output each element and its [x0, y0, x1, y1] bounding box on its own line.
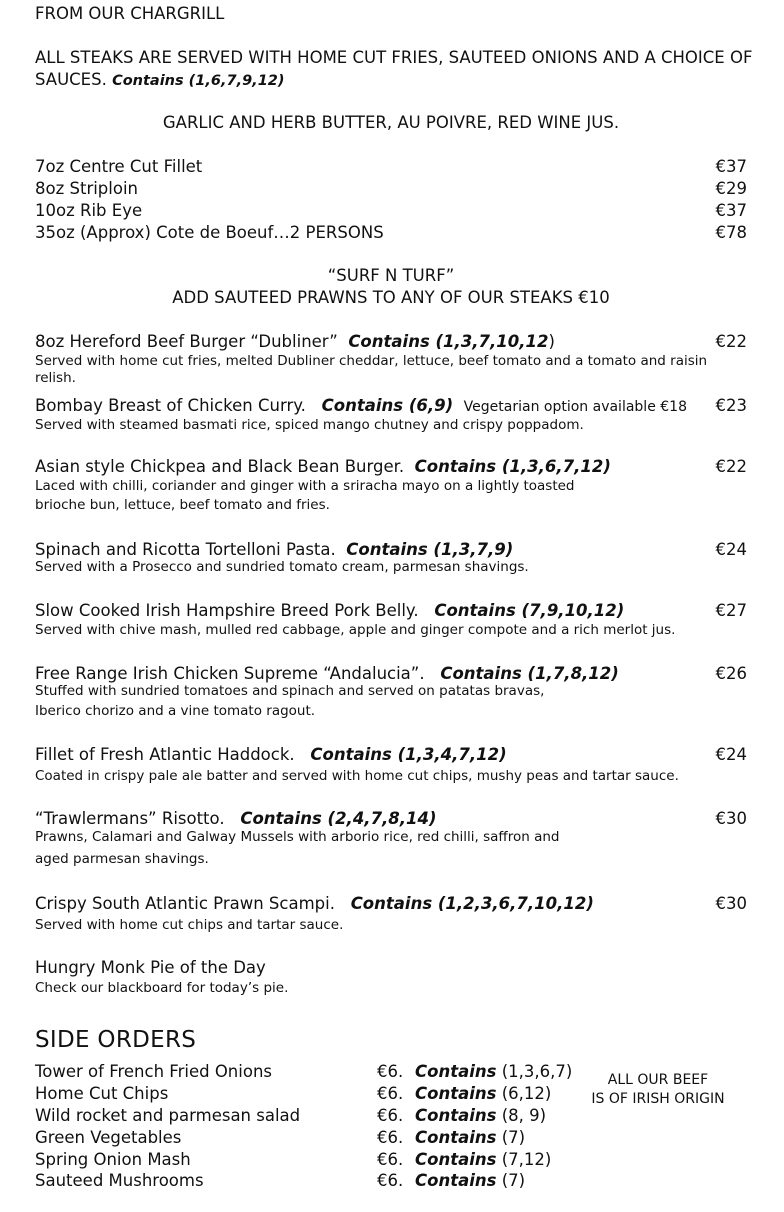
- beef-origin-line2: IS OF IRISH ORIGIN: [591, 1091, 725, 1107]
- allergen-codes: (8, 9): [501, 1106, 547, 1125]
- allergen-close: ): [548, 332, 555, 351]
- side-orders-heading: SIDE ORDERS: [35, 1027, 197, 1053]
- menu-item-name-line: [35, 332, 555, 352]
- side-item-name: Spring Onion Mash: [35, 1150, 191, 1169]
- chargrill-heading: FROM OUR CHARGRILL: [35, 4, 225, 23]
- menu-item-title: [35, 457, 747, 477]
- menu-item-title: [35, 894, 747, 914]
- menu-item-desc: Check our blackboard for today’s pie.: [35, 980, 289, 996]
- surf-turf-title: “SURF N TURF”: [327, 266, 455, 285]
- side-item: [35, 1084, 575, 1104]
- menu-item-name: Spinach and Ricotta Tortelloni Pasta.: [35, 540, 336, 559]
- menu-item-desc: Iberico chorizo and a vine tomato ragout.: [35, 703, 316, 719]
- menu-item-title: [35, 540, 747, 560]
- side-item-allergens: [415, 1150, 551, 1170]
- allergen-contains: Contains (1,3,7,9): [346, 540, 514, 559]
- menu-item-title: [35, 664, 747, 684]
- menu-item-name: Bombay Breast of Chicken Curry.: [35, 396, 306, 415]
- side-item-name: Sauteed Mushrooms: [35, 1171, 204, 1190]
- menu-item-name-line: [35, 894, 594, 914]
- menu-item-name: Asian style Chickpea and Black Bean Burger.: [35, 457, 405, 476]
- side-item-name: Home Cut Chips: [35, 1084, 169, 1103]
- allergen-contains: Contains (7,9,10,12): [434, 601, 625, 620]
- menu-item-name-line: [35, 809, 437, 829]
- menu-item-desc: Served with steamed basmati rice, spiced mango chutney and crispy poppadom.: [35, 417, 584, 433]
- allergen-codes: (7,12): [501, 1150, 552, 1169]
- side-item-price: €6.: [377, 1128, 404, 1147]
- allergen-label: Contains: [415, 1150, 497, 1169]
- side-item-price: €6.: [377, 1062, 404, 1081]
- steak-row: [35, 201, 747, 221]
- steak-name: 35oz (Approx) Cote de Boeuf…2 PERSONS: [35, 223, 384, 242]
- menu-item-title: [35, 958, 747, 978]
- menu-item-price: €24: [715, 540, 747, 559]
- chargrill-intro-sauces-word: SAUCES.: [35, 70, 107, 89]
- menu-item-price: €27: [715, 601, 747, 620]
- side-item-allergens: [415, 1171, 525, 1191]
- chargrill-contains: Contains (1,6,7,9,12): [112, 73, 285, 89]
- side-item-price: €6.: [377, 1150, 404, 1169]
- chargrill-intro-line2: [35, 70, 285, 91]
- menu-item-price: €22: [715, 332, 747, 351]
- allergen-contains: Contains (1,2,3,6,7,10,12): [350, 894, 594, 913]
- menu-item-name-line: [35, 457, 611, 477]
- surf-turf-text: ADD SAUTEED PRAWNS TO ANY OF OUR STEAKS €10: [172, 288, 610, 307]
- side-item-price: €6.: [377, 1106, 404, 1125]
- beef-origin-note: [583, 1071, 733, 1109]
- allergen-contains: Contains (6,9): [321, 396, 454, 415]
- menu-item-title: [35, 745, 747, 765]
- steak-row: [35, 223, 747, 243]
- menu-item-name-line: [35, 601, 624, 621]
- steak-row: [35, 157, 747, 177]
- side-item: [35, 1171, 575, 1191]
- side-item-price: €6.: [377, 1171, 404, 1190]
- side-item-name: Tower of French Fried Onions: [35, 1062, 272, 1081]
- menu-item-price: €24: [715, 745, 747, 764]
- side-item: [35, 1062, 575, 1082]
- steak-name: 7oz Centre Cut Fillet: [35, 157, 203, 176]
- steak-name: 8oz Striploin: [35, 179, 139, 198]
- menu-item-desc: Served with a Prosecco and sundried tomato cream, parmesan shavings.: [35, 559, 529, 575]
- menu-item-desc: Prawns, Calamari and Galway Mussels with arborio rice, red chilli, saffron and: [35, 829, 560, 845]
- menu-item-name: Slow Cooked Irish Hampshire Breed Pork Belly.: [35, 601, 419, 620]
- menu-item-name: Fillet of Fresh Atlantic Haddock.: [35, 745, 295, 764]
- menu-item-desc: brioche bun, lettuce, beef tomato and fries.: [35, 497, 330, 513]
- menu-item-name: Hungry Monk Pie of the Day: [35, 958, 266, 977]
- menu-item-name-line: [35, 745, 507, 765]
- allergen-codes: (7): [501, 1128, 526, 1147]
- allergen-label: Contains: [415, 1171, 497, 1190]
- allergen-contains: Contains (2,4,7,8,14): [240, 809, 437, 828]
- menu-item-name: 8oz Hereford Beef Burger “Dubliner”: [35, 332, 338, 351]
- chargrill-intro: ALL STEAKS ARE SERVED WITH HOME CUT FRIES, SAUTEED ONIONS AND A CHOICE OF: [35, 48, 753, 67]
- menu-item-price: €30: [715, 894, 747, 913]
- steak-price: €29: [715, 179, 747, 198]
- sauce-options: GARLIC AND HERB BUTTER, AU POIVRE, RED WINE JUS.: [162, 113, 620, 132]
- menu-item-desc: Served with home cut fries, melted Dubliner cheddar, lettuce, beef tomato and a tomato and raisin relish.: [35, 353, 708, 386]
- menu-item-title: [35, 809, 747, 829]
- menu-item-title: [35, 396, 747, 416]
- side-item: [35, 1150, 575, 1170]
- side-item-name: Wild rocket and parmesan salad: [35, 1106, 301, 1125]
- allergen-label: Contains: [415, 1106, 497, 1125]
- allergen-contains: Contains (1,7,8,12): [440, 664, 619, 683]
- menu-item-price: €30: [715, 809, 747, 828]
- allergen-label: Contains: [415, 1084, 497, 1103]
- allergen-label: Contains: [415, 1128, 497, 1147]
- menu-item-title: [35, 601, 747, 621]
- allergen-codes: (1,3,6,7): [501, 1062, 573, 1081]
- allergen-codes: (7): [501, 1171, 526, 1190]
- menu-item-desc: Coated in crispy pale ale batter and served with home cut chips, mushy peas and tartar sauce.: [35, 768, 679, 784]
- menu-item-price: €23: [715, 396, 747, 415]
- menu-item-name-line: [35, 396, 687, 417]
- vegetarian-option: Vegetarian option available €18: [463, 399, 687, 415]
- menu-item-desc: Served with chive mash, mulled red cabbage, apple and ginger compote and a rich merlot jus.: [35, 622, 676, 638]
- menu-item-desc: Stuffed with sundried tomatoes and spinach and served on patatas bravas,: [35, 683, 545, 699]
- allergen-label: Contains: [415, 1062, 497, 1081]
- side-item-name: Green Vegetables: [35, 1128, 182, 1147]
- side-item-allergens: [415, 1062, 572, 1082]
- steak-price: €78: [715, 223, 747, 242]
- allergen-contains: Contains (1,3,7,10,12: [348, 332, 549, 351]
- menu-item-title: [35, 332, 747, 352]
- side-item: [35, 1128, 575, 1148]
- side-item-allergens: [415, 1128, 525, 1148]
- menu-item-desc: aged parmesan shavings.: [35, 851, 209, 867]
- menu-item-desc: Served with home cut chips and tartar sauce.: [35, 917, 344, 933]
- menu-item-name: “Trawlermans” Risotto.: [35, 809, 225, 828]
- menu-item-name-line: [35, 540, 513, 560]
- beef-origin-line1: ALL OUR BEEF: [607, 1072, 709, 1088]
- menu-item-name: Crispy South Atlantic Prawn Scampi.: [35, 894, 335, 913]
- allergen-codes: (6,12): [501, 1084, 552, 1103]
- side-item-allergens: [415, 1106, 546, 1126]
- side-item-allergens: [415, 1084, 551, 1104]
- steak-price: €37: [715, 201, 747, 220]
- allergen-contains: Contains (1,3,4,7,12): [310, 745, 507, 764]
- steak-name: 10oz Rib Eye: [35, 201, 143, 220]
- side-item: [35, 1106, 575, 1126]
- menu-item-price: €22: [715, 457, 747, 476]
- menu-item-name: Free Range Irish Chicken Supreme “Andalucia”.: [35, 664, 425, 683]
- allergen-contains: Contains (1,3,6,7,12): [414, 457, 611, 476]
- steak-price: €37: [715, 157, 747, 176]
- side-item-price: €6.: [377, 1084, 404, 1103]
- menu-page: [35, 0, 753, 1212]
- menu-item-price: €26: [715, 664, 747, 683]
- steak-row: [35, 179, 747, 199]
- menu-item-desc: Laced with chilli, coriander and ginger with a sriracha mayo on a lightly toasted: [35, 478, 575, 494]
- menu-item-name-line: [35, 664, 619, 684]
